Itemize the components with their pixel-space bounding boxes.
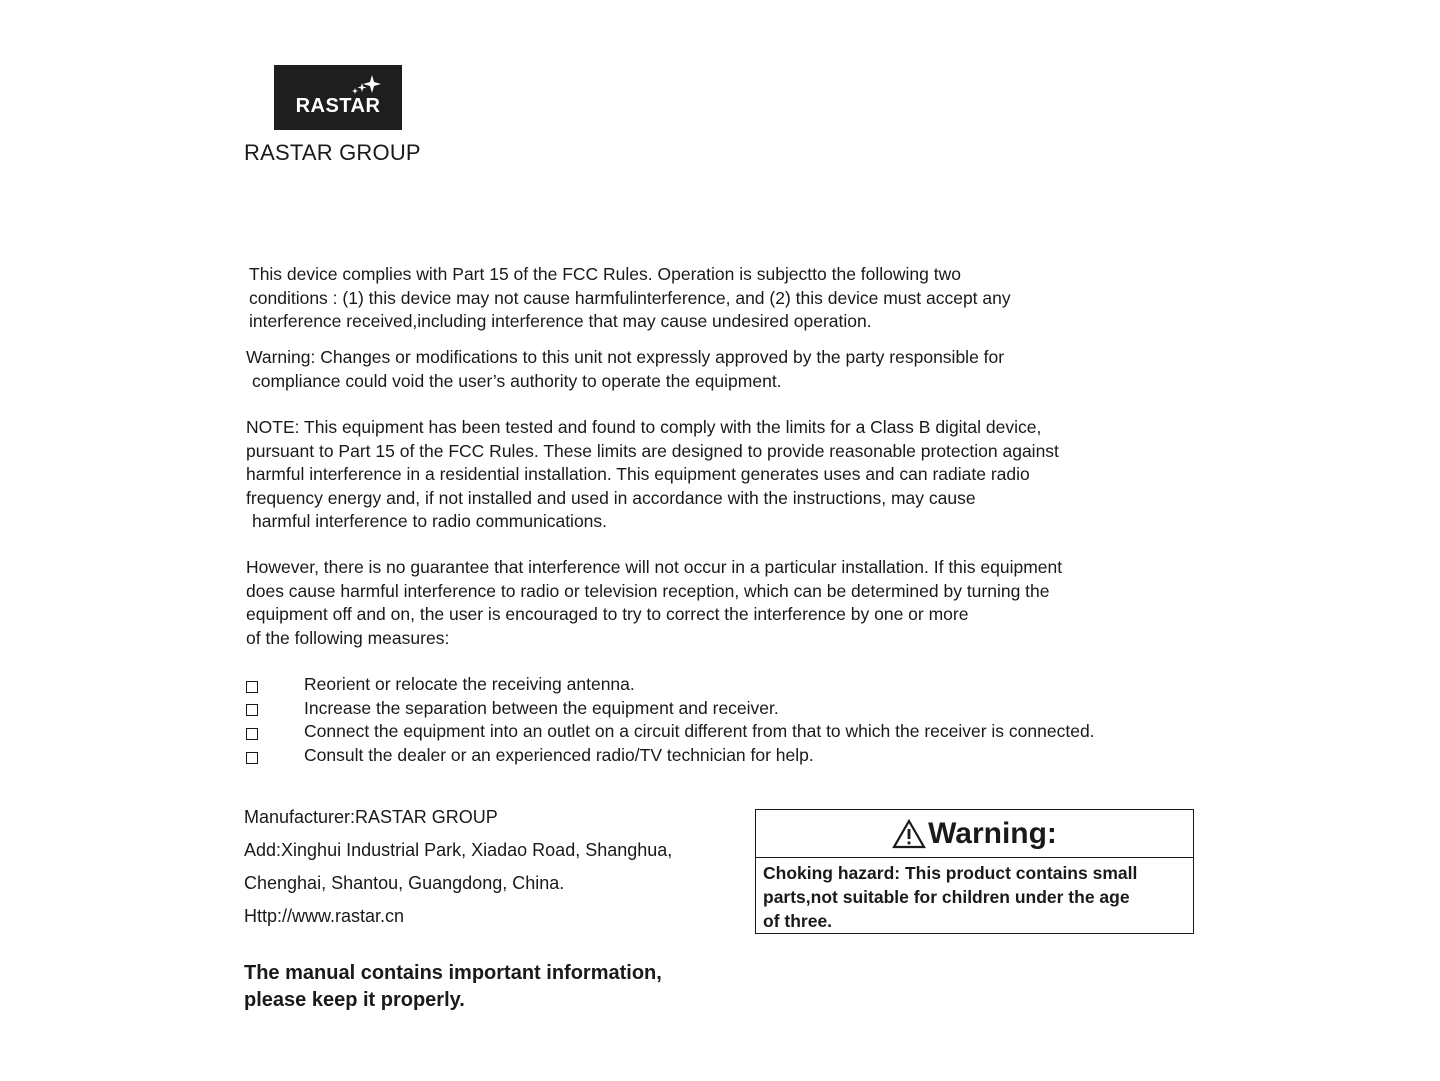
note-line: frequency energy and, if not installed and used in accordance with the instructions, may cause [246, 487, 976, 508]
list-item [246, 720, 1095, 744]
warning-line: of three. [763, 911, 833, 931]
note-line: NOTE: This equipment has been tested and found to comply with the limits for a Class B digital device, [246, 417, 1042, 437]
measures-list [246, 673, 1095, 767]
class-b-note [246, 416, 1206, 534]
guarantee-line: does cause harmful interference to radio or television reception, which can be determined by turning the [246, 580, 1050, 601]
note-line: harmful interference to radio communications. [252, 511, 608, 532]
brand-name: RASTAR GROUP [244, 140, 421, 165]
guarantee-paragraph [246, 556, 1206, 650]
manufacturer-website[interactable]: Http://www.rastar.cn [244, 906, 405, 926]
brand-logo [274, 65, 402, 130]
fcc-line: conditions : (1) this device may not cause harmfulinterference, and (2) this device must accept any [249, 287, 1011, 308]
list-item [246, 744, 1095, 768]
manufacturer-name: Manufacturer:RASTAR GROUP [244, 807, 498, 827]
logo-text: RASTAR [295, 95, 381, 117]
choking-warning-box [755, 809, 1194, 934]
measure-text: Connect the equipment into an outlet on a circuit different from that to which the receiver is connected. [304, 721, 1095, 742]
warning-line: Choking hazard: This product contains small [763, 863, 1138, 883]
fcc-statement [249, 263, 1209, 334]
fcc-line: This device complies with Part 15 of the FCC Rules. Operation is subjectto the following two [249, 264, 961, 284]
warning-line: parts,not suitable for children under the age [763, 887, 1130, 907]
changes-warning-line: Warning: Changes or modifications to this unit not expressly approved by the party responsible for [246, 347, 1005, 367]
checkbox-icon [246, 728, 258, 740]
changes-warning-line: compliance could void the user’s authority to operate the equipment. [252, 370, 782, 391]
manufacturer-address: Add:Xinghui Industrial Park, Xiadao Road, Shanghua, [244, 840, 673, 860]
manual-note [244, 960, 662, 1014]
manufacturer-address: Chenghai, Shantou, Guangdong, China. [244, 873, 565, 893]
checkbox-icon [246, 704, 258, 716]
manufacturer-info [244, 804, 672, 936]
changes-warning [246, 346, 1206, 393]
guarantee-line: However, there is no guarantee that interference will not occur in a particular installation. If this equipment [246, 557, 1063, 577]
fcc-line: interference received,including interference that may cause undesired operation. [249, 311, 872, 332]
note-line: pursuant to Part 15 of the FCC Rules. These limits are designed to provide reasonable protection against [246, 440, 1059, 461]
measure-text: Increase the separation between the equipment and receiver. [304, 697, 779, 718]
note-line: harmful interference in a residential installation. This equipment generates uses and can radiate radio [246, 464, 1030, 485]
logo-stars-icon [274, 65, 402, 130]
warning-header [756, 810, 1193, 858]
guarantee-line: of the following measures: [246, 627, 450, 648]
warning-body [756, 858, 1193, 933]
list-item [246, 673, 1095, 697]
warning-title: Warning: [928, 816, 1057, 850]
checkbox-icon [246, 681, 258, 693]
warning-triangle-icon [892, 819, 926, 849]
measure-text: Reorient or relocate the receiving antenna. [304, 674, 635, 694]
manual-note-line: The manual contains important information, [244, 962, 662, 984]
measure-text: Consult the dealer or an experienced radio/TV technician for help. [304, 744, 814, 765]
guarantee-line: equipment off and on, the user is encouraged to try to correct the interference by one or more [246, 604, 969, 625]
list-item [246, 697, 1095, 721]
checkbox-icon [246, 752, 258, 764]
manual-note-line: please keep it properly. [244, 989, 465, 1011]
